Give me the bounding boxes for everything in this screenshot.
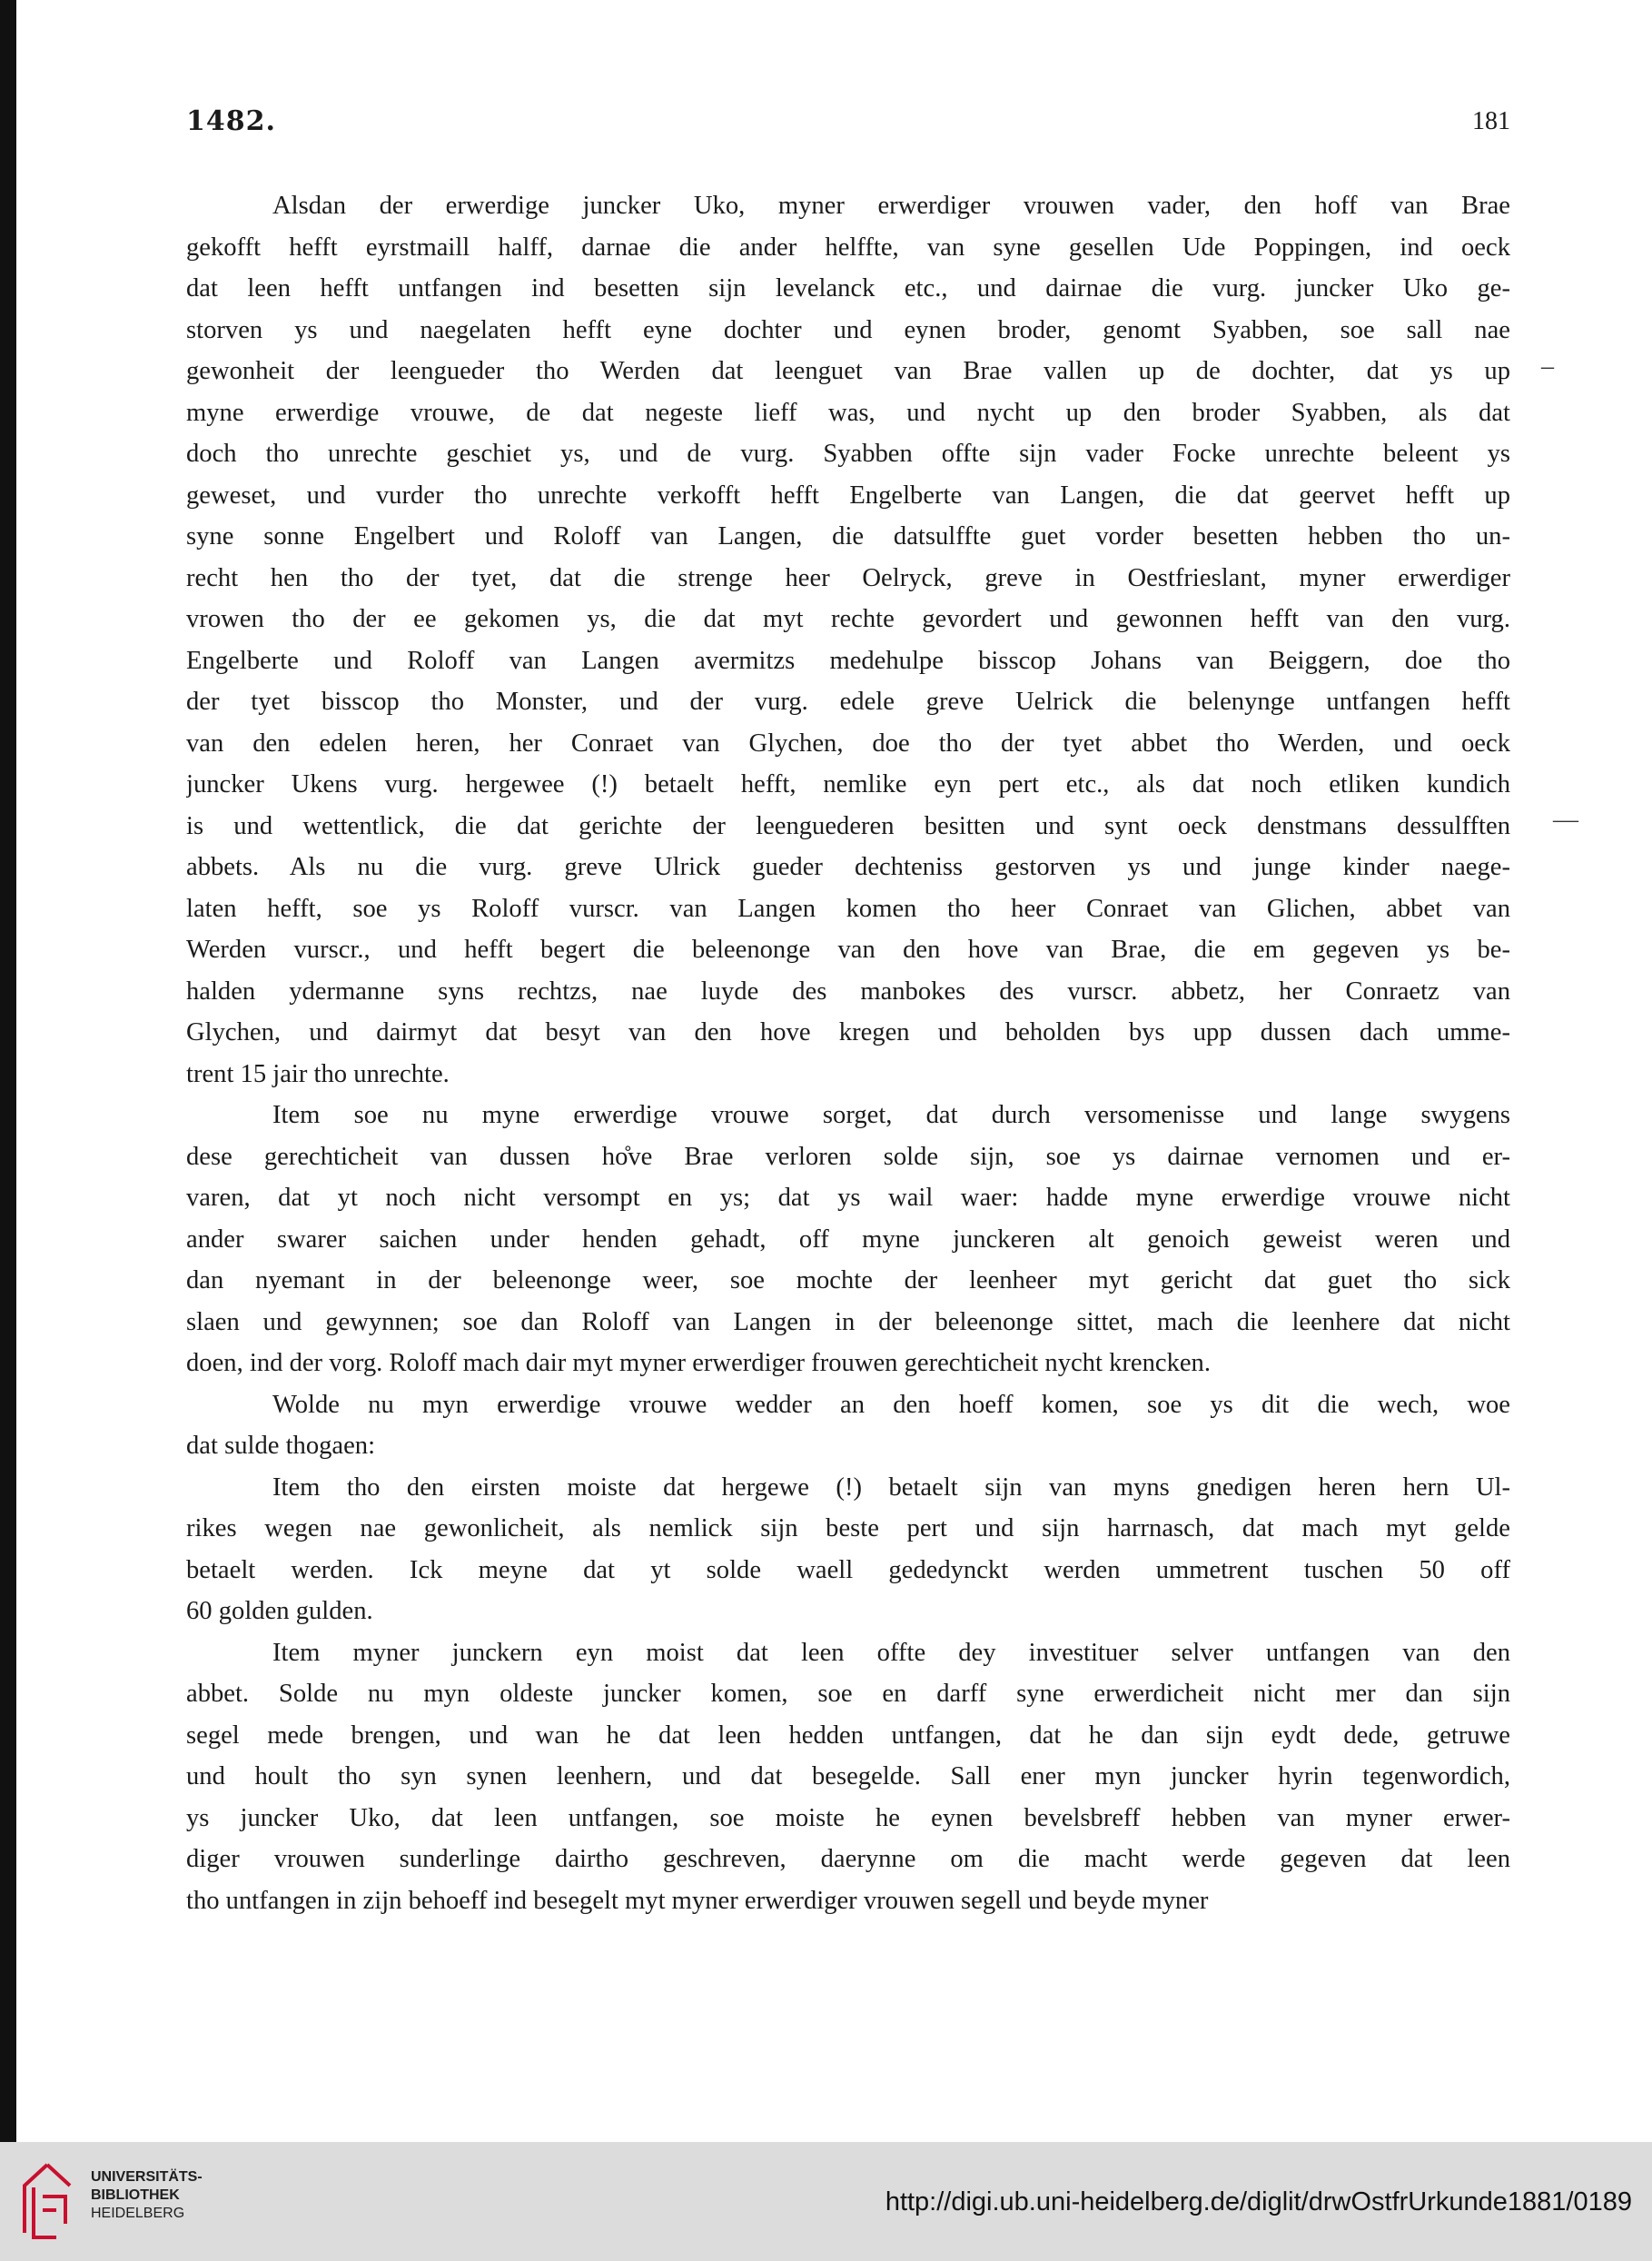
text-line: Engelberte und Roloff van Langen avermitzs medehulpe bisscop Johans van Beiggern, doe tho [186,646,1510,675]
text-line: Item tho den eirsten moiste dat hergewe (!) betaelt sijn van myns gnedigen heren hern Ul- [272,1473,1510,1502]
footer-bar [0,2142,1652,2261]
margin-mark: — [1553,806,1578,834]
text-line: rikes wegen nae gewonlicheit, als nemlick sijn beste pert und sijn harrnasch, dat mach myt gelde [186,1514,1510,1542]
text-line: dan nyemant in der beleenonge weer, soe mochte der leenheer myt gericht dat guet tho sick [186,1266,1510,1294]
page-header [186,98,1510,153]
text-line: diger vrouwen sunderlinge dairtho geschreven, daerynne om die macht werde gegeven dat leen [186,1845,1510,1873]
text-line: Werden vurscr., und hefft begert die beleenonge van den hove van Brae, die em gegeven ys be- [186,936,1510,964]
text-line: dat leen hefft untfangen ind besetten sijn levelanck etc., und dairnae die vurg. juncker Uko ge- [186,274,1510,302]
library-name-line1: UNIVERSITÄTS- [91,2169,203,2185]
library-name-line2: BIBLIOTHEK [91,2187,180,2203]
text-line: varen, dat yt noch nicht versompt en ys; dat ys wail waer: hadde myne erwerdige vrouwe nicht [186,1184,1510,1212]
text-line: ys juncker Uko, dat leen untfangen, soe moiste he eynen bevelsbreff hebben van myner erwer- [186,1803,1510,1832]
text-line: ander swarer saichen under henden gehadt, off myne junckeren alt genoich geweist weren und [186,1225,1510,1254]
text-line: doen, ind der vorg. Roloff mach dair myt myner erwerdiger frouwen gerechticheit nycht krencken. [186,1349,1212,1377]
text-line: laten hefft, soe ys Roloff vurscr. van Langen komen tho heer Conraet van Glichen, abbet van [186,894,1510,923]
text-line: tho untfangen in zijn behoeff ind besegelt myt myner erwerdiger vrouwen segell und beyde myner [186,1886,1209,1915]
text-line: Glychen, und dairmyt dat besyt van den hove kregen und beholden bys upp dussen dach umme- [186,1018,1510,1046]
text-line: betaelt werden. Ick meyne dat yt solde waell gededynckt werden ummetrent tuschen 50 off [186,1555,1510,1584]
page-number: 181 [1472,107,1510,135]
text-line: van den edelen heren, her Conraet van Glychen, doe tho der tyet abbet tho Werden, und oeck [186,729,1510,758]
text-line: der tyet bisscop tho Monster, und der vurg. edele greve Uelrick die belenynge untfangen hefft [186,688,1510,716]
text-line: juncker Ukens vurg. hergewee (!) betaelt hefft, nemlike eyn pert etc., als dat noch etliken kundich [186,770,1510,798]
text-line: und hoult tho syn synen leenhern, und dat besegelde. Sall ener myn juncker hyrin tegenwordich, [186,1762,1510,1790]
text-line: dat sulde thogaen: [186,1432,376,1460]
scan-border [0,0,16,2142]
library-logo-icon [20,2160,74,2242]
text-line: abbet. Solde nu myn oldeste juncker komen, soe en darff syne erwerdicheit nicht mer dan sijn [186,1680,1510,1708]
text-line: is und wettentlick, die dat gerichte der leenguederen besitten und synt oeck denstmans dessulfften [186,811,1510,840]
text-line: gekofft hefft eyrstmaill halff, darnae die ander helffte, van syne gesellen Ude Poppingen, ind oeck [186,233,1510,262]
page-year: 1482. [186,105,276,137]
library-name-line3: HEIDELBERG [91,2206,185,2221]
body-text [186,185,1510,1921]
permalink-url[interactable]: http://digi.ub.uni-heidelberg.de/diglit/drwOstfrUrkunde1881/0189 [885,2187,1632,2216]
text-line: doch tho unrechte geschiet ys, und de vurg. Syabben offte sijn vader Focke unrechte beleent ys [186,440,1510,468]
text-line: storven ys und naegelaten hefft eyne dochter und eynen broder, genomt Syabben, soe sall nae [186,315,1510,344]
text-line: Alsdan der erwerdige juncker Uko, myner erwerdiger vrouwen vader, den hoff van Brae [272,192,1510,220]
text-line: Item myner junckern eyn moist dat leen offte dey investituer selver untfangen van den [272,1638,1510,1667]
margin-mark: – [1541,352,1554,381]
text-line: dese gerechticheit van dussen ho̊ve Brae verloren solde sijn, soe ys dairnae vernomen und er- [186,1142,1510,1171]
text-line: 60 golden gulden. [186,1597,373,1625]
text-line: halden ydermanne syns rechtzs, nae luyde des manbokes des vurscr. abbetz, her Conraetz van [186,977,1510,1006]
text-line: gewonheit der leengueder tho Werden dat leenguet van Brae vallen up de dochter, dat ys up [186,357,1510,385]
document-page [186,98,1510,1921]
text-line: geweset, und vurder tho unrechte verkofft hefft Engelberte van Langen, die dat geervet hefft up [186,481,1510,510]
text-line: myne erwerdige vrouwe, de dat negeste lieff was, und nycht up den broder Syabben, als dat [186,398,1510,427]
text-line: Item soe nu myne erwerdige vrouwe sorget, dat durch versomenisse und lange swygens [272,1101,1510,1129]
text-line: trent 15 jair tho unrechte. [186,1059,450,1088]
text-line: vrowen tho der ee gekomen ys, die dat myt rechte gevordert und gewonnen hefft van den vurg. [186,605,1510,633]
text-line: segel mede brengen, und wan he dat leen hedden untfangen, dat he dan sijn eydt dede, getruwe [186,1721,1510,1750]
text-line: slaen und gewynnen; soe dan Roloff van Langen in der beleenonge sittet, mach die leenhere dat nicht [186,1307,1510,1336]
text-line: Wolde nu myn erwerdige vrouwe wedder an den hoeff komen, soe ys dit die wech, woe [272,1390,1510,1419]
text-line: syne sonne Engelbert und Roloff van Langen, die datsulffte guet vorder besetten hebben tho un- [186,522,1510,550]
text-line: abbets. Als nu die vurg. greve Ulrick gueder dechteniss gestorven ys und junge kinder naege- [186,853,1510,881]
text-line: recht hen tho der tyet, dat die strenge heer Oelryck, greve in Oestfrieslant, myner erwerdiger [186,563,1510,592]
